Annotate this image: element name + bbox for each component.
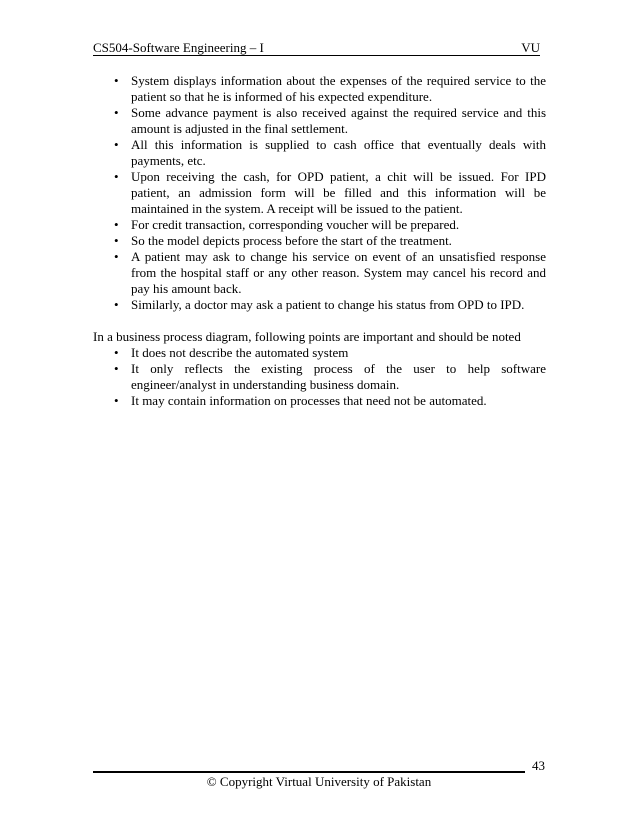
list-item: • System displays information about the expenses of the required service to the patient so that he is informed of his expected expenditure.	[93, 73, 546, 105]
list-item: • A patient may ask to change his service on event of an unsatisfied response from the hospital staff or any other reason. System may cancel his record and pay his amount back.	[93, 249, 546, 297]
copyright-notice: © Copyright Virtual University of Pakistan	[206, 774, 432, 789]
page-content	[93, 73, 546, 409]
footer-divider	[93, 771, 525, 773]
intro-paragraph: In a business process diagram, following points are important and should be noted	[93, 329, 521, 344]
list-item: • Upon receiving the cash, for OPD patient, a chit will be issued. For IPD patient, an admission form will be filled and this information will be maintained in the system. A receipt will be issued to the patient.	[93, 169, 546, 217]
list-item: • It only reflects the existing process of the user to help software engineer/analyst in understanding business domain.	[93, 361, 546, 393]
page-number: 43	[532, 758, 545, 773]
bullet-list-process	[93, 73, 546, 313]
list-item: • It does not describe the automated system	[93, 345, 546, 361]
bullet-list-notes	[93, 345, 546, 409]
course-title: CS504-Software Engineering – I	[93, 40, 264, 55]
list-item: • All this information is supplied to cash office that eventually deals with payments, etc.	[93, 137, 546, 169]
list-item: • It may contain information on processes that need not be automated.	[93, 393, 546, 409]
page-header	[93, 38, 540, 56]
list-item: • So the model depicts process before the start of the treatment.	[93, 233, 546, 249]
list-item: • Some advance payment is also received against the required service and this amount is adjusted in the final settlement.	[93, 105, 546, 137]
university-abbrev: VU	[521, 40, 540, 55]
list-item: • For credit transaction, corresponding voucher will be prepared.	[93, 217, 546, 233]
list-item: • Similarly, a doctor may ask a patient to change his status from OPD to IPD.	[93, 297, 546, 313]
